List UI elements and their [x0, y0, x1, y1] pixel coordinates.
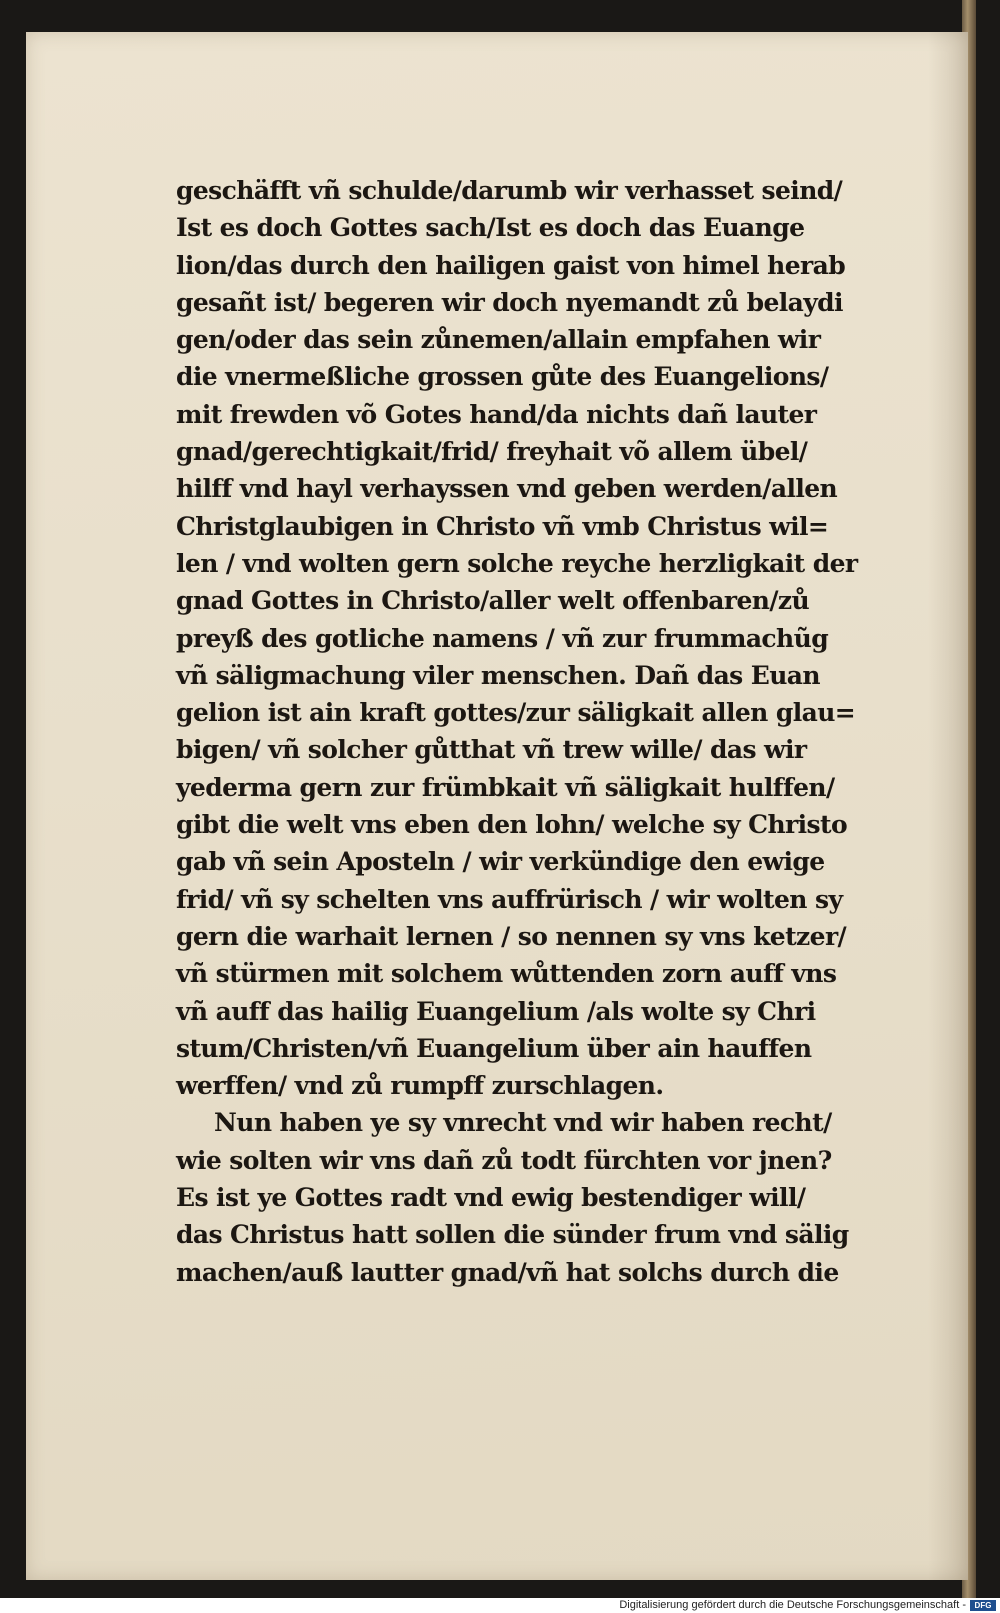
text-line: hilff vnd hayl verhayssen vnd geben werden/allen	[176, 474, 838, 504]
text-line: vñ auff das hailig Euangelium /als wolte sy Chri	[176, 996, 816, 1026]
text-line: Es ist ye Gottes radt vnd ewig bestendiger will/	[176, 1183, 806, 1213]
book-page	[26, 32, 968, 1580]
text-line: frid/ vñ sy schelten vns auffrürisch / wir wolten sy	[176, 884, 843, 914]
text-line: vñ säligmachung viler menschen. Dañ das Euan	[176, 660, 820, 690]
text-line: mit frewden võ Gotes hand/da nichts dañ lauter	[176, 399, 817, 429]
text-line-paragraph-start: Nun haben ye sy vnrecht vnd wir haben recht/	[214, 1108, 832, 1138]
text-line: yederma gern zur frümbkait vñ säligkait hulffen/	[176, 772, 835, 802]
text-block	[176, 172, 906, 1291]
text-line: machen/auß lautter gnad/vñ hat solchs durch die	[176, 1257, 839, 1287]
text-line: gesañt ist/ begeren wir doch nyemandt zů belaydi	[176, 287, 843, 317]
text-line: Christglaubigen in Christo vñ vmb Christus wil=	[176, 511, 829, 541]
text-line: gnad/gerechtigkait/frid/ freyhait võ allem übel/	[176, 437, 808, 467]
text-line: preyß des gotliche namens / vñ zur frummachũg	[176, 623, 829, 653]
text-line: geschäfft vñ schulde/darumb wir verhasset seind/	[176, 176, 843, 205]
funding-credit: Digitalisierung gefördert durch die Deutsche Forschungsgemeinschaft -	[619, 1599, 966, 1611]
text-line: werffen/ vnd zů rumpff zurschlagen.	[176, 1071, 664, 1101]
text-line: das Christus hatt sollen die sünder frum vnd sälig	[176, 1220, 849, 1250]
text-line: lion/das durch den hailigen gaist von himel herab	[176, 250, 846, 280]
text-line: gern die warhait lernen / so nennen sy vns ketzer/	[176, 921, 847, 951]
text-line: gelion ist ain kraft gottes/zur säligkait allen glau=	[176, 698, 856, 728]
text-line: vñ stürmen mit solchem wůttenden zorn auff vns	[176, 959, 837, 989]
text-line: gnad Gottes in Christo/aller welt offenbaren/zů	[176, 586, 810, 616]
text-line: stum/Christen/vñ Euangelium über ain hauffen	[176, 1033, 812, 1063]
footer-bar	[0, 1598, 1000, 1613]
text-line: bigen/ vñ solcher gůtthat vñ trew wille/ das wir	[176, 735, 807, 765]
text-line: gab vñ sein Aposteln / wir verkündige den ewige	[176, 847, 825, 877]
text-line: die vnermeßliche grossen gůte des Euangelions/	[176, 362, 829, 392]
dfg-logo-icon: DFG	[970, 1600, 996, 1611]
text-line: len / vnd wolten gern solche reyche herzligkait der	[176, 548, 858, 578]
text-line: Ist es doch Gottes sach/Ist es doch das Euange	[176, 213, 805, 243]
text-line: gen/oder das sein zůnemen/allain empfahen wir	[176, 325, 821, 355]
text-line: wie solten wir vns dañ zů todt fürchten vor jnen?	[176, 1145, 832, 1175]
text-line: gibt die welt vns eben den lohn/ welche sy Christo	[176, 810, 848, 840]
